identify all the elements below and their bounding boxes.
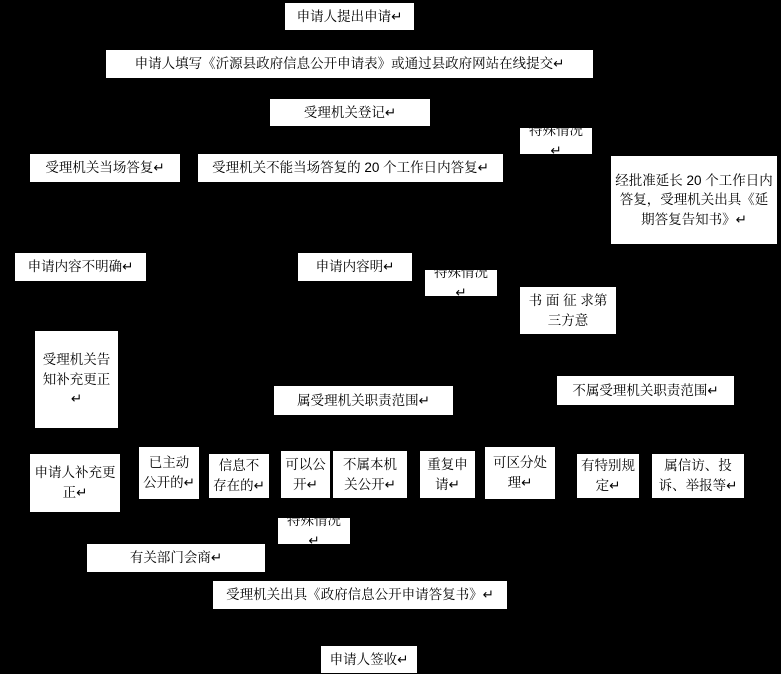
flow-node: 特殊情况↵ xyxy=(424,269,498,297)
flow-node: 重复申请↵ xyxy=(419,450,476,499)
flow-node: 属受理机关职责范围↵ xyxy=(273,385,454,416)
flow-node: 属信访、投诉、举报等↵ xyxy=(651,453,745,499)
flow-node: 书 面 征 求第三方意 xyxy=(519,286,617,335)
flow-node: 申请内容明↵ xyxy=(297,252,413,282)
flow-node: 申请人填写《沂源县政府信息公开申请表》或通过县政府网站在线提交↵ xyxy=(105,49,594,79)
flow-node: 信息不存在的↵ xyxy=(208,453,270,499)
flow-node: 申请内容不明确↵ xyxy=(14,252,147,282)
flow-node: 申请人签收↵ xyxy=(320,645,418,674)
flow-node: 可以公开↵ xyxy=(280,450,331,499)
flow-node: 不属本机关公开↵ xyxy=(332,450,408,499)
flow-node: 受理机关出具《政府信息公开申请答复书》↵ xyxy=(212,580,508,610)
flow-node: 受理机关不能当场答复的 20 个工作日内答复↵ xyxy=(197,153,504,183)
flow-node: 特殊情况↵ xyxy=(277,517,351,545)
flow-node: 特殊情况↵ xyxy=(519,127,593,155)
flow-node: 受理机关当场答复↵ xyxy=(29,153,181,183)
flow-node: 已主动公开的↵ xyxy=(138,446,200,500)
flow-node: 申请人提出申请↵ xyxy=(284,2,415,31)
flow-node: 受理机关登记↵ xyxy=(269,98,431,127)
flow-node: 受理机关告知补充更正↵ xyxy=(34,330,119,429)
flow-node: 有关部门会商↵ xyxy=(86,543,266,573)
flow-node: 申请人补充更正↵ xyxy=(29,453,121,513)
flow-node: 可区分处理↵ xyxy=(484,446,556,500)
flow-node: 有特别规定↵ xyxy=(576,453,640,499)
flow-node: 不属受理机关职责范围↵ xyxy=(556,375,735,406)
flow-node: 经批准延长 20 个工作日内答复，受理机关出具《延期答复告知书》↵ xyxy=(610,155,778,245)
